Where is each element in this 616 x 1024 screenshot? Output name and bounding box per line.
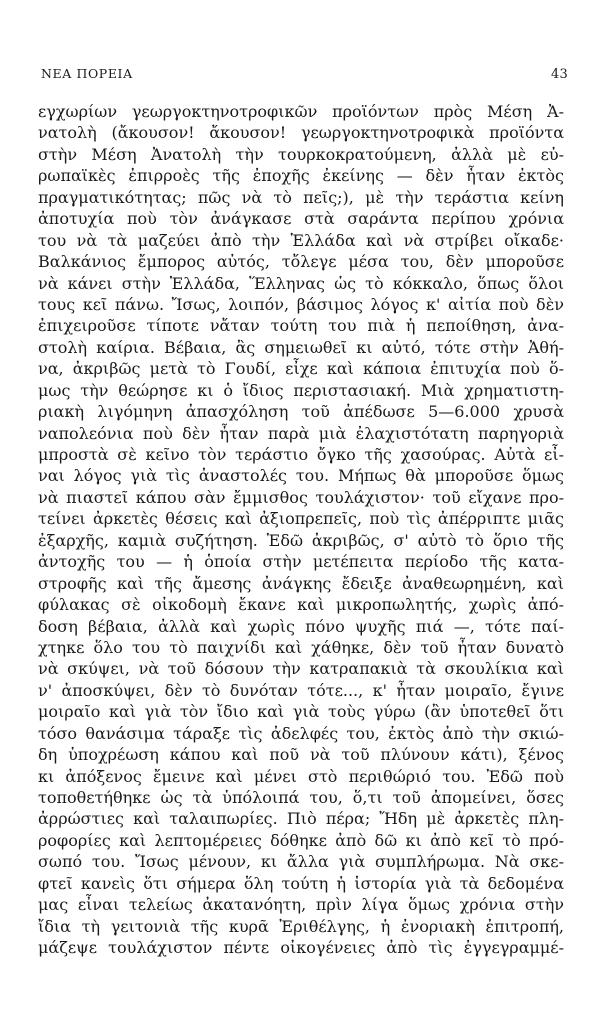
text-line: ἐξαρχῆς, καμιὰ συζήτηση. Ἐδῶ ἀκριβῶς, σ' αὐτὸ τὸ ὅριο τῆς: [38, 530, 564, 550]
text-line: φτεῖ κανεὶς ὅτι σήμερα ὅλη τούτη ἡ ἱστορία γιὰ τὰ δεδομένα: [38, 873, 564, 893]
text-line: ἴδια τὴ γειτονιὰ τῆς κυρᾶ Ἐριθέλγης, ἡ ἐνοριακὴ ἐπιτροπή,: [38, 916, 564, 936]
text-line: μπροστὰ σὲ κεῖνο τὸν τεράστιο ὄγκο τῆς χασούρας. Αὐτὰ εἶ-: [38, 445, 564, 464]
text-line: μως τὴν θεώρησε κι ὁ ἴδιος περιστασιακή. Μιὰ χρηματιστη-: [38, 380, 564, 400]
text-line: ἀποτυχία ποὺ τὸν ἀνάγκασε στὰ σαράντα περίπου χρόνια: [38, 209, 564, 229]
text-line: ριακὴ λιγόμηνη ἀπασχόληση τοῦ ἀπέδωσε 5—6.000 χρυσὰ: [38, 402, 564, 422]
text-line: νὰ σκύψει, νὰ τοῦ δόσουν τὴν κατραπακιὰ τὰ σκουλίκια καὶ: [38, 659, 564, 679]
text-line: φύλακας σὲ οἰκοδομὴ ἔκανε καὶ μικροπωλητής, χωρὶς ἀπό-: [38, 595, 564, 615]
text-line: δοση βέβαια, ἀλλὰ καὶ χωρὶς πόνο ψυχῆς πιά —, τότε παί-: [38, 616, 564, 636]
text-line: νὰ κάνει στὴν Ἑλλάδα, Ἕλληνας ὡς τὸ κόκκαλο, ὅπως ὅλοι: [38, 273, 564, 293]
text-line: τόσο θανάσιμα τάραξε τὶς ἀδελφές του, ἐκτὸς ἀπὸ τὴν σκιώ-: [38, 723, 564, 743]
text-line: να, ἀκριβῶς μετὰ τὸ Γουδί, εἶχε καὶ κάποια ἐπιτυχία ποὺ ὅ-: [38, 359, 564, 379]
text-line: ἐπιχειροῦσε τίποτε νἄταν τούτη του πιὰ ἡ πεποίθηση, ἀνα-: [38, 316, 564, 336]
text-line: τους κεῖ πάνω. Ἴσως, λοιπόν, βάσιμος λόγος κ' αἰτία ποὺ δὲν: [38, 294, 564, 314]
text-line: στροφῆς καὶ τῆς ἄμεσης ἀνάγκης ἔδειξε ἀναθεωρημένη, καὶ: [38, 573, 564, 593]
text-line: στὴν Μέση Ἀνατολὴ τὴν τουρκοκρατούμενη, ἀλλὰ μὲ εὐ-: [38, 144, 564, 164]
text-line: στολὴ καίρια. Βέβαια, ἂς σημειωθεῖ κι αὐτό, τότε στὴν Ἀθή-: [38, 337, 564, 357]
text-line: Βαλκάνιος ἔμπορος αὐτός, τὄλεγε μέσα του, δὲν μποροῦσε: [38, 252, 564, 272]
text-line: μας εἶναι τελείως ἀκατανόητη, πρὶν λίγα ὅμως χρόνια στὴν: [38, 895, 564, 915]
text-line: δη ὑποχρέωση κάπου καὶ ποῦ νὰ τοῦ πλύνουν κάτι), ξένος: [38, 745, 564, 765]
text-line: σωπό του. Ἴσως μένουν, κι ἄλλα γιὰ συμπλήρωμα. Νὰ σκε-: [38, 852, 564, 872]
running-head: [41, 66, 568, 86]
text-line: ναι λόγος γιὰ τὶς ἀναστολές του. Μήπως θὰ μποροῦσε ὅμως: [38, 466, 564, 486]
text-line: ἀρρώστιες καὶ ταλαιπωρίες. Πιὸ πέρα; Ἤδη μὲ ἀρκετὲς πλη-: [38, 809, 564, 829]
text-line: του νὰ τὰ μαζεύει ἀπὸ τὴν Ἑλλάδα καὶ νὰ στρίβει οἴκαδε·: [38, 230, 564, 250]
text-line: μοιραῖο καὶ γιὰ τὸν ἴδιο καὶ γιὰ τοὺς γύρω (ἂν ὑποτεθεῖ ὅτι: [38, 702, 564, 722]
text-line: κι ἀπόξενος ἔμεινε καὶ μένει στὸ περιθώριό του. Ἐδῶ ποὺ: [38, 766, 564, 786]
page-number: 43: [551, 67, 568, 82]
text-line: νατολὴ (ἄκουσον! ἄκουσον! γεωργοκτηνοτροφικὰ προϊόντα: [38, 123, 564, 143]
text-line: ρωπαϊκὲς ἐπιρροὲς τῆς ἐποχῆς ἐκείνης — δὲν ἦταν ἐκτὸς: [38, 166, 564, 186]
body-text: [38, 101, 564, 959]
text-line: ροφορίες καὶ λεπτομέρειες δόθηκε ἀπὸ δῶ κι ἀπὸ κεῖ τὸ πρό-: [38, 830, 564, 850]
text-line: ναπολεόνια ποὺ δὲν ἦταν παρὰ μιὰ ἐλαχιστότατη παρηγοριὰ: [38, 423, 564, 443]
text-line: μάζεψε τουλάχιστον πέντε οἰκογένειες ἀπὸ τὶς ἐγγεγραμμέ-: [38, 938, 564, 958]
text-line: εγχωρίων γεωργοκτηνοτροφικῶν προϊόντων πρὸς Μέση Ἀ-: [38, 102, 564, 121]
journal-title: ΝΕΑ ΠΟΡΕΙΑ: [41, 66, 133, 81]
text-line: τείνει ἀρκετὲς θέσεις καὶ ἀξιοπρεπεῖς, ποὺ τὶς ἀπέρριπτε μιᾶς: [38, 509, 564, 529]
text-line: πραγματικότητας; πῶς νὰ τὸ πεῖς;), μὲ τὴν τεράστια κείνη: [38, 187, 564, 207]
text-line: χτηκε ὅλο του τὸ παιχνίδι καὶ χάθηκε, δὲν τοῦ ἦταν δυνατὸ: [38, 637, 564, 657]
text-line: νὰ πιαστεῖ κάπου σὰν ἔμμισθος τουλάχιστον· τοῦ εἴχανε προ-: [38, 487, 564, 507]
text-line: τοποθετήθηκε ὡς τὰ ὑπόλοιπά του, ὅ,τι τοῦ ἀπομείνει, ὅσες: [38, 788, 564, 807]
text-line: ἀντοχῆς του — ἡ ὁποία στὴν μετέπειτα περίοδο τῆς κατα-: [38, 552, 564, 572]
text-line: ν' ἀποσκύψει, δὲν τὸ δυνόταν τότε..., κ' ἦταν μοιραῖο, ἔγινε: [38, 680, 564, 700]
